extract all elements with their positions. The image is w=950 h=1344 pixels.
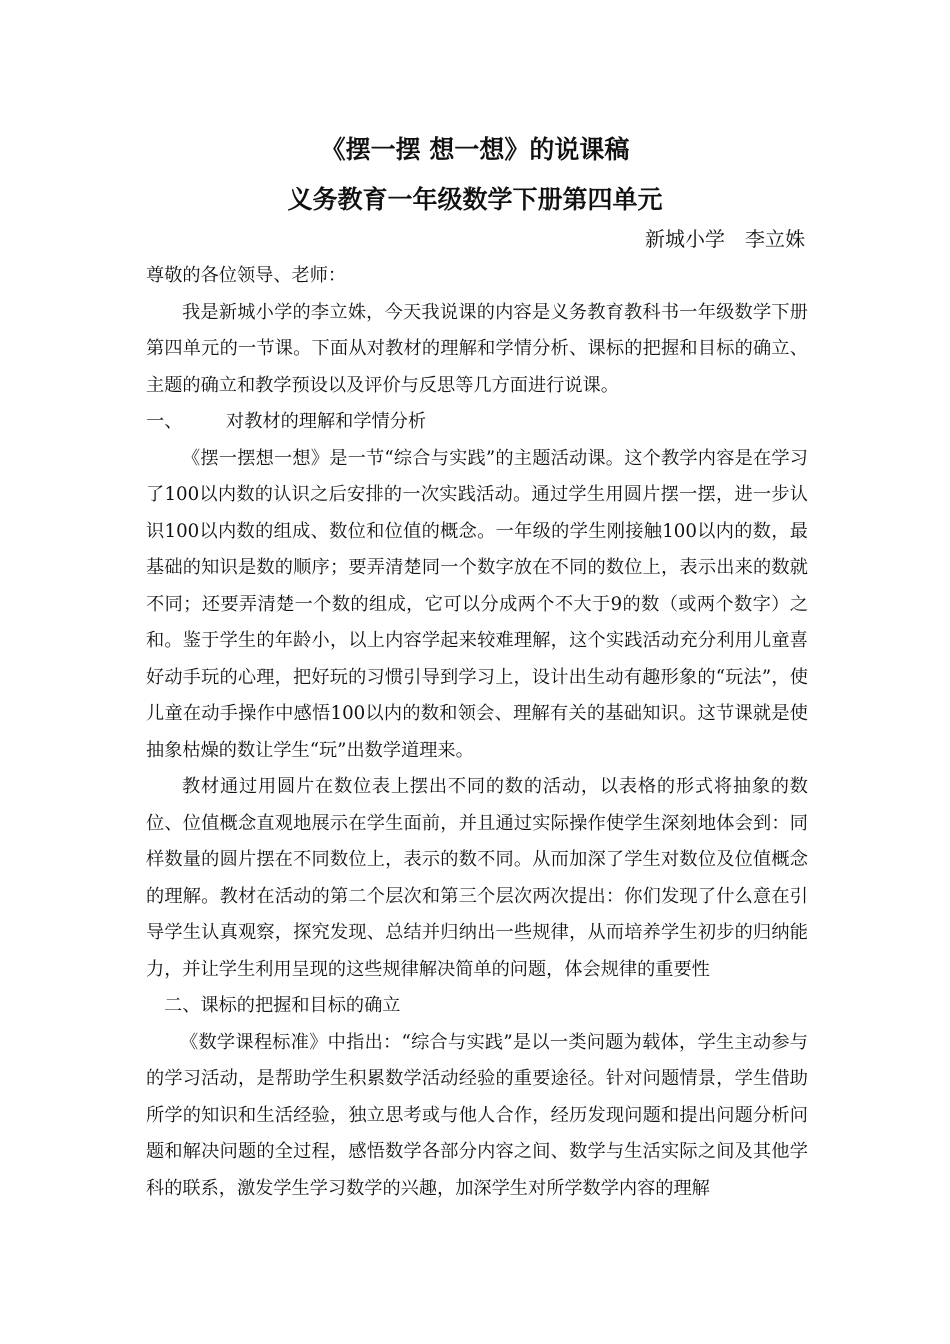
section-1-heading — [146, 404, 808, 441]
section-1-paragraph-1: 《摆一摆想一想》是一节“综合与实践”的主题活动课。这个教学内容是在学习了100以内数的认识之后安排的一次实践活动。通过学生用圆片摆一摆，进一步认识100以内数的组成、数位和位值的概念。一年级的学生刚接触100以内的数，最基础的知识是数的顺序；要弄清楚同一个数字放在不同的数位上，表示出来的数就不同；还要弄清楚一个数的组成，它可以分成两个不大于9的数（或两个数字）之和。鉴于学生的年龄小，以上内容学起来较难理解，这个实践活动充分利用儿童喜好动手玩的心理，把好玩的习惯引导到学习上，设计出生动有趣形象的“玩法”，使儿童在动手操作中感悟100以内的数和领会、理解有关的基础知识。这节课就是使抽象枯燥的数让学生“玩”出数学道理来。 — [146, 447, 808, 761]
section-1-number: 一、 — [146, 411, 183, 432]
section-1-heading-text: 对教材的理解和学情分析 — [226, 411, 427, 432]
author-line: 新城小学 李立姝 — [645, 227, 805, 251]
document-title: 《摆一摆 想一想》的说课稿 — [320, 135, 630, 164]
section-2-paragraph-1: 《数学课程标准》中指出：“综合与实践”是以一类问题为载体，学生主动参与的学习活动，是帮助学生积累数学活动经验的重要途径。针对问题情景，学生借助所学的知识和生活经验，独立思考或与他人合作，经历发现问题和提出问题分析问题和解决问题的全过程，感悟数学各部分内容之间、数学与生活实际之间及其他学科的联系，激发学生学习数学的兴趣，加深学生对所学数学内容的理解 — [146, 1031, 808, 1199]
intro-paragraph: 我是新城小学的李立姝，今天我说课的内容是义务教育教科书一年级数学下册第四单元的一节课。下面从对教材的理解和学情分析、课标的把握和目标的确立、主题的确立和教学预设以及评价与反思等几方面进行说课。 — [146, 301, 808, 396]
section-2-heading: 二、课标的把握和目标的确立 — [164, 995, 401, 1016]
document-subtitle: 义务教育一年级数学下册第四单元 — [287, 185, 663, 214]
section-1-paragraph-2: 教材通过用圆片在数位表上摆出不同的数的活动，以表格的形式将抽象的数位、位值概念直观地展示在学生面前，并且通过实际操作使学生深刻地体会到：同样数量的圆片摆在不同数位上，表示的数不同。从而加深了学生对数位及位值概念的理解。教材在活动的第二个层次和第三个层次两次提出：你们发现了什么意在引导学生认真观察，探究发现、总结并归纳出一些规律，从而培养学生初步的归纳能力，并让学生利用呈现的这些规律解决简单的问题，体会规律的重要性 — [146, 776, 808, 980]
greeting: 尊敬的各位领导、老师： — [146, 265, 347, 286]
document-body — [146, 258, 808, 1207]
